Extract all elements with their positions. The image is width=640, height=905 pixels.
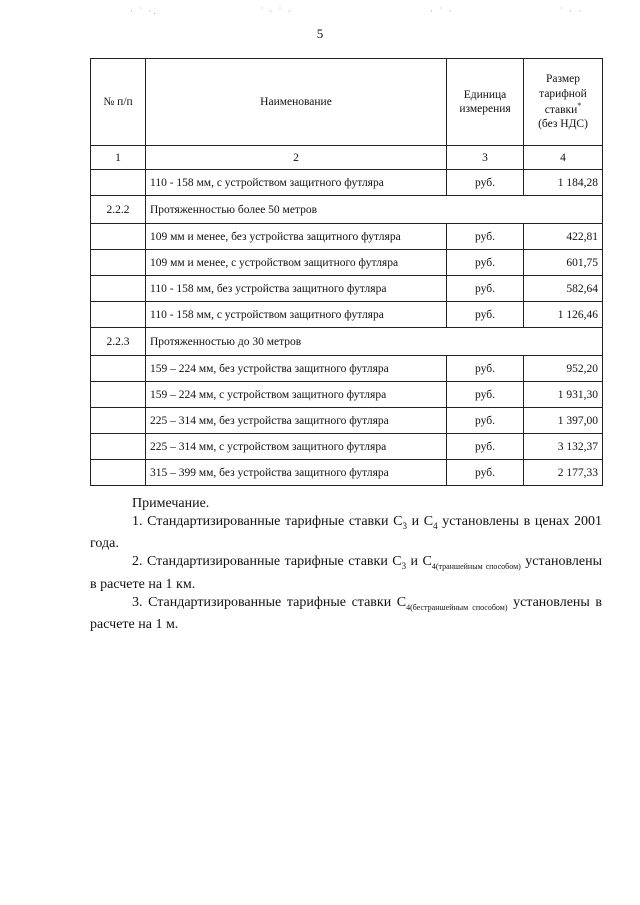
- row-unit: руб.: [447, 170, 524, 196]
- table-row: [91, 170, 603, 196]
- section-title: Протяженностью более 50 метров: [146, 196, 603, 224]
- row-number: [91, 382, 146, 408]
- row-number: [91, 170, 146, 196]
- row-value: 1 931,30: [524, 382, 603, 408]
- column-number-row: [91, 146, 603, 170]
- row-value: 582,64: [524, 276, 603, 302]
- row-unit: руб.: [447, 408, 524, 434]
- row-name: 159 – 224 мм, с устройством защитного футляра: [146, 382, 447, 408]
- table-row: [91, 224, 603, 250]
- notes-block: [90, 495, 602, 634]
- note-1: 1. Стандартизированные тарифные ставки $С_3$ и $С_4$ установлены в ценах 2001 года.: [90, 514, 602, 551]
- column-number: 1: [91, 146, 146, 170]
- note-2: 2. Стандартизированные тарифные ставки $С_3$ и $С_{4(траншейным способом)}$ установлены в расчете на 1 км.: [90, 553, 603, 592]
- row-value: 1 397,00: [524, 408, 603, 434]
- section-number: 2.2.3: [91, 328, 146, 356]
- row-number: [91, 434, 146, 460]
- table-row: [91, 408, 603, 434]
- row-value: 601,75: [524, 250, 603, 276]
- row-unit: руб.: [447, 434, 524, 460]
- row-name: 225 – 314 мм, с устройством защитного футляра: [146, 434, 447, 460]
- note-3: 3. Стандартизированные тарифные ставки $С_{4(бестраншейным способом)}$ установлены в расчете на 1 м.: [90, 594, 602, 633]
- row-value: 422,81: [524, 224, 603, 250]
- row-unit: руб.: [447, 460, 524, 486]
- row-number: [91, 250, 146, 276]
- scan-artifact: ˙ · ˙ ·: [260, 6, 293, 16]
- row-name: 109 мм и менее, без устройства защитного футляра: [146, 224, 447, 250]
- row-name: 109 мм и менее, с устройством защитного футляра: [146, 250, 447, 276]
- column-number: 3: [447, 146, 524, 170]
- row-number: [91, 408, 146, 434]
- table-row: [91, 434, 603, 460]
- row-unit: руб.: [447, 250, 524, 276]
- header-num: № п/п: [91, 59, 146, 146]
- header-rate-line: тарифной: [539, 87, 587, 100]
- table-row: [91, 276, 603, 302]
- row-number: [91, 356, 146, 382]
- header-unit-line: измерения: [459, 103, 511, 115]
- row-value: 952,20: [524, 356, 603, 382]
- section-number: 2.2.2: [91, 196, 146, 224]
- row-name: 159 – 224 мм, без устройства защитного футляра: [146, 356, 447, 382]
- column-number: 2: [146, 146, 447, 170]
- header-unit-line: Единица: [463, 88, 507, 101]
- row-value: 2 177,33: [524, 460, 603, 486]
- tariff-table: [90, 58, 603, 486]
- row-number: [91, 276, 146, 302]
- table-row: [91, 382, 603, 408]
- row-number: [91, 224, 146, 250]
- header-rate-line: ставки: [544, 103, 578, 116]
- row-value: 1 184,28: [524, 170, 603, 196]
- row-value: 3 132,37: [524, 434, 603, 460]
- header-rate-line: (без НДС): [538, 118, 588, 131]
- row-unit: руб.: [447, 356, 524, 382]
- row-unit: руб.: [447, 276, 524, 302]
- table-row: [91, 460, 603, 486]
- column-number: 4: [524, 146, 603, 170]
- scan-artifact: · ˙ ·: [430, 6, 454, 16]
- row-value: 1 126,46: [524, 302, 603, 328]
- header-name: Наименование: [146, 59, 447, 146]
- table-row: [91, 250, 603, 276]
- notes-title: Примечание.: [132, 496, 210, 511]
- row-name: 110 - 158 мм, с устройством защитного футляра: [146, 302, 447, 328]
- page-number: 5: [316, 26, 324, 41]
- header-rate: [524, 59, 603, 146]
- row-name: 110 - 158 мм, с устройством защитного футляра: [146, 170, 447, 196]
- row-number: [91, 302, 146, 328]
- row-name: 110 - 158 мм, без устройства защитного футляра: [146, 276, 447, 302]
- row-unit: руб.: [447, 382, 524, 408]
- scan-artifact: · ˙ ·.: [130, 6, 158, 16]
- row-name: 315 – 399 мм, без устройства защитного футляра: [146, 460, 447, 486]
- section-row: [91, 196, 603, 224]
- footnote-star: *: [577, 101, 582, 111]
- section-title: Протяженностью до 30 метров: [146, 328, 603, 356]
- row-number: [91, 460, 146, 486]
- row-name: 225 – 314 мм, без устройства защитного футляра: [146, 408, 447, 434]
- table-row: [91, 356, 603, 382]
- table-row: [91, 302, 603, 328]
- row-unit: руб.: [447, 224, 524, 250]
- table-header-row: [91, 59, 603, 146]
- header-rate-line: Размер: [545, 73, 580, 86]
- header-unit: [447, 59, 524, 146]
- section-row: [91, 328, 603, 356]
- scan-artifact: ˙ · ·: [560, 6, 584, 16]
- row-unit: руб.: [447, 302, 524, 328]
